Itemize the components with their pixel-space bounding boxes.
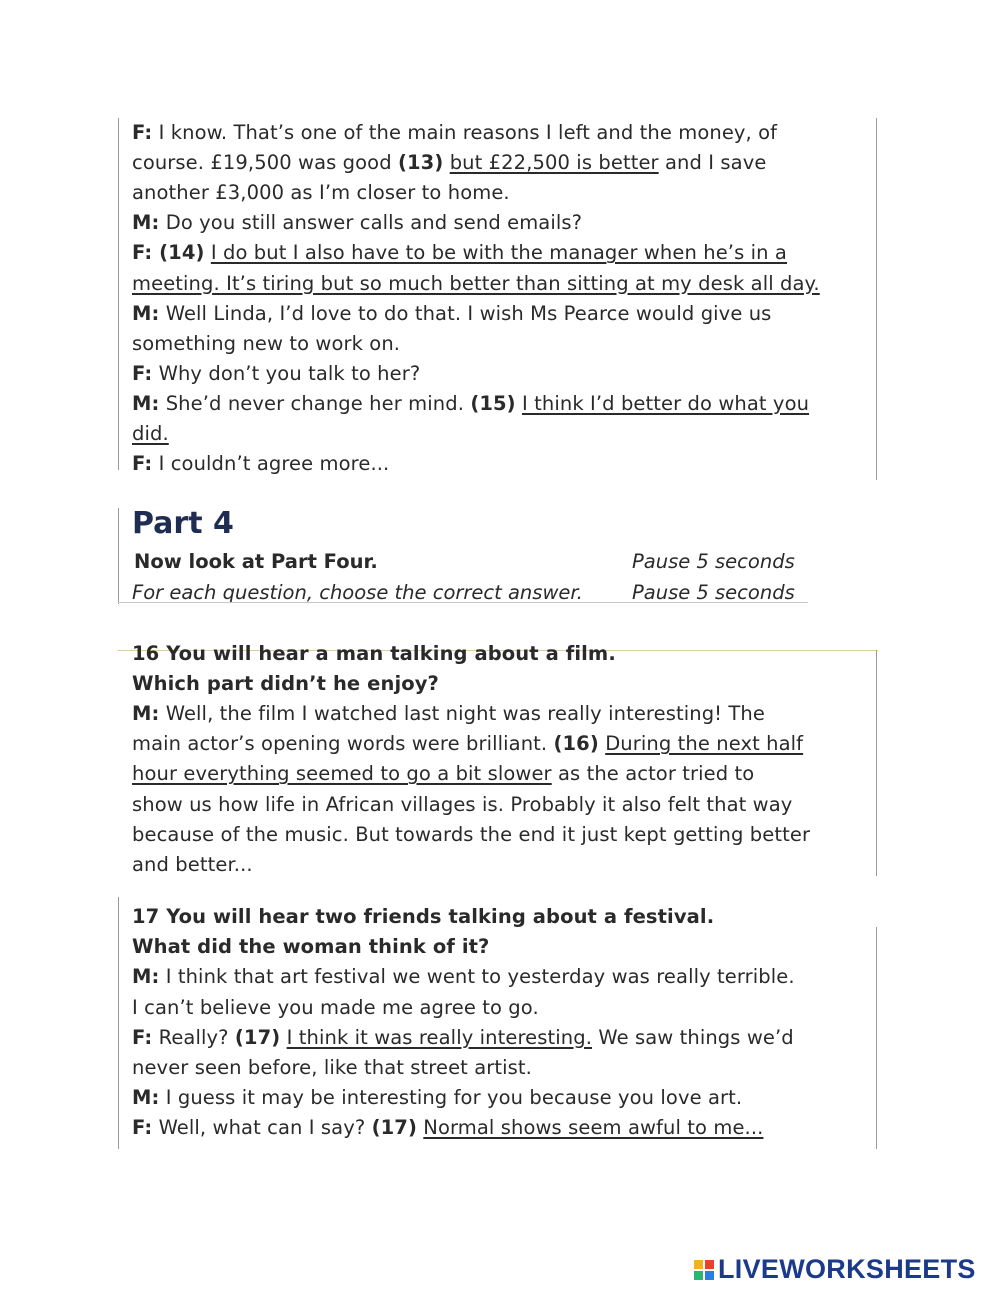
bold-text: M: [132, 702, 160, 726]
text-line [132, 1113, 763, 1143]
logo-square-1 [694, 1260, 703, 1269]
text-line [132, 759, 754, 789]
part4-heading: Part 4 [132, 506, 234, 541]
underlined-answer: did. [132, 422, 169, 445]
text-line [132, 238, 787, 268]
logo-square-4 [705, 1271, 714, 1280]
text-line [132, 118, 777, 148]
text-line [132, 1083, 742, 1113]
text-segment: show us how life in African villages is. Probably it also felt that way [132, 792, 793, 816]
text-line [132, 669, 439, 699]
liveworksheets-logo [694, 1254, 976, 1285]
text-segment: We saw things we’d [592, 1025, 794, 1049]
text-line [132, 148, 766, 178]
text-line [132, 208, 582, 238]
bold-text: F: [132, 361, 153, 385]
bold-text: (13) [398, 151, 444, 175]
bold-text: F: [132, 1116, 153, 1140]
logo-square-2 [705, 1260, 714, 1269]
text-line [132, 359, 420, 389]
text-line [132, 932, 489, 962]
text-line [132, 790, 792, 820]
bold-text: (17) [371, 1116, 417, 1140]
underlined-answer: but £22,500 is better [449, 151, 659, 175]
text-line [132, 269, 820, 299]
underlined-answer: Normal shows seem awful to me... [423, 1116, 764, 1140]
bold-text: M: [132, 965, 160, 989]
text-line [132, 993, 539, 1023]
text-segment: another £3,000 as I’m closer to home. [132, 181, 510, 205]
text-segment: Well, the film I watched last night was really interesting! The [159, 702, 765, 726]
logo-text: LIVEWORKSHEETS [718, 1254, 976, 1284]
bold-text: M: [132, 391, 160, 415]
text-segment: and I save [658, 151, 767, 175]
bold-text: (16) [553, 732, 599, 756]
text-segment: I think that art festival we went to yesterday was really terrible. [159, 965, 795, 989]
right-border [876, 118, 877, 480]
part4-instruction-1: Now look at Part Four. [134, 550, 378, 573]
bold-text: (17) [234, 1025, 281, 1049]
text-segment: Well Linda, I’d love to do that. I wish Ms Pearce would give us [159, 301, 772, 325]
text-segment: Do you still answer calls and send emails? [159, 211, 583, 235]
text-line [132, 299, 771, 329]
text-segment: as the actor tried to [551, 762, 755, 786]
text-line [132, 962, 795, 992]
text-line [132, 850, 253, 880]
bold-text: 17 You will hear two friends talking about a festival. [132, 905, 715, 928]
question-16-block [118, 636, 878, 876]
bold-text: 16 You will hear a man talking about a film. [132, 642, 616, 665]
underlined-answer: I think it was really interesting. [286, 1025, 593, 1049]
text-segment: Well, what can I say? [152, 1116, 372, 1140]
text-segment: main actor’s opening words were brilliant. [132, 732, 554, 756]
logo-square-3 [694, 1271, 703, 1280]
underlined-answer: I think I’d better do what you [522, 391, 810, 415]
text-segment: never seen before, like that street artist. [132, 1056, 532, 1079]
question-17-block [118, 897, 878, 1151]
text-segment: Really? [152, 1025, 235, 1049]
left-border [118, 118, 119, 470]
text-segment: I guess it may be interesting for you because you love art. [159, 1086, 743, 1110]
part4-header-block [118, 502, 878, 612]
bold-text: M: [132, 301, 160, 325]
bold-text: (15) [470, 391, 516, 415]
text-line [132, 820, 810, 850]
bold-text: M: [132, 1086, 160, 1110]
part4-pause-2: Pause 5 seconds [632, 581, 795, 604]
text-line [132, 419, 169, 449]
text-segment: Why don’t you talk to her? [152, 361, 421, 385]
part4-pause-1: Pause 5 seconds [632, 550, 795, 573]
text-line [132, 902, 714, 932]
text-segment: and better... [132, 852, 253, 876]
underlined-answer: I do but I also have to be with the manager when he’s in a [210, 241, 787, 265]
text-line [132, 389, 809, 419]
bold-text: F: (14) [132, 241, 205, 265]
underlined-answer: meeting. It’s tiring but so much better than sitting at my desk all day. [132, 271, 820, 295]
bold-text: Which part didn’t he enjoy? [132, 672, 439, 696]
bold-text: What did the woman think of it? [132, 935, 490, 959]
underlined-answer: hour everything seemed to go a bit slower [132, 762, 552, 786]
text-line [132, 329, 400, 359]
text-segment: something new to work on. [132, 331, 401, 355]
part3-dialogue-block [118, 110, 878, 482]
text-segment: course. £19,500 was good [132, 151, 398, 175]
left-border [118, 897, 119, 1149]
right-border [876, 650, 877, 876]
bold-text: M: [132, 211, 160, 235]
text-line [132, 699, 765, 729]
text-segment: I couldn’t agree more... [152, 452, 390, 476]
bold-text: F: [132, 1025, 153, 1049]
text-line [132, 178, 510, 208]
text-segment: because of the music. But towards the end it just kept getting better [132, 822, 811, 846]
right-border [876, 927, 877, 1149]
text-line [132, 639, 616, 669]
part4-instruction-2: For each question, choose the correct answer. [132, 581, 583, 604]
bold-text: F: [132, 452, 153, 476]
text-line [132, 1053, 532, 1083]
text-line [132, 729, 803, 759]
text-segment: I know. That’s one of the main reasons I left and the money, of [152, 121, 778, 144]
text-segment: I can’t believe you made me agree to go. [132, 995, 539, 1019]
underlined-answer: During the next half [605, 732, 804, 756]
text-line [132, 449, 389, 479]
header-rule [118, 602, 808, 603]
logo-icon [694, 1260, 714, 1280]
bold-text: F: [132, 121, 153, 144]
text-segment: She’d never change her mind. [159, 391, 471, 415]
left-border [118, 508, 119, 604]
text-line [132, 1023, 794, 1053]
